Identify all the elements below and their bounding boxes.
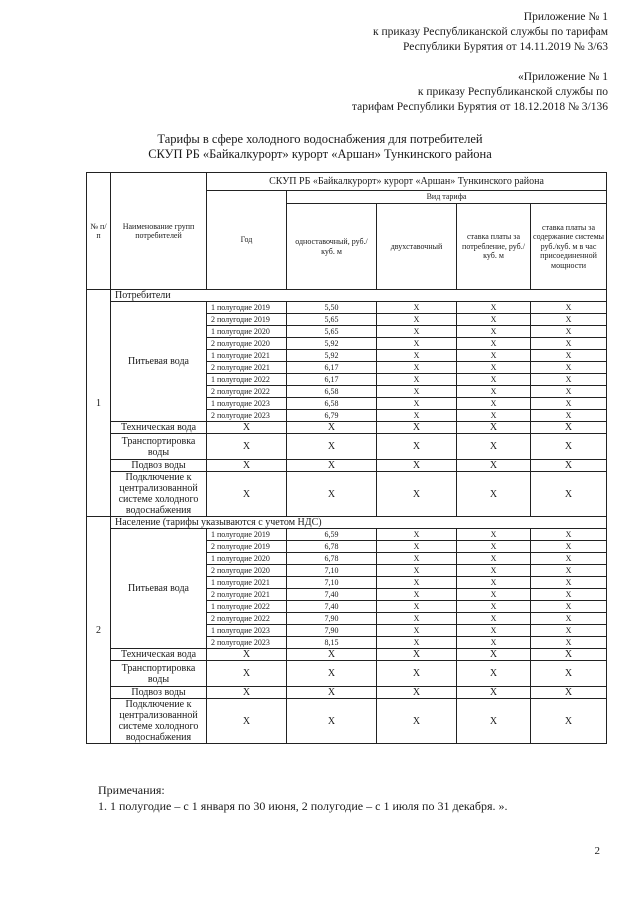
period-cell: 2 полугодие 2023	[207, 637, 287, 649]
not-applicable-cell: X	[287, 434, 377, 460]
not-applicable-cell: X	[377, 472, 457, 517]
not-applicable-cell: X	[457, 637, 531, 649]
not-applicable-cell: X	[531, 422, 607, 434]
not-applicable-cell: X	[457, 553, 531, 565]
not-applicable-cell: X	[531, 434, 607, 460]
title-line: СКУП РБ «Байкалкурорт» курорт «Аршан» Тункинского района	[148, 147, 492, 161]
section-label: Потребители	[111, 290, 607, 302]
single-rate-value: 5,65	[287, 314, 377, 326]
single-rate-value: 6,17	[287, 362, 377, 374]
not-applicable-cell: X	[457, 362, 531, 374]
tariff-table	[86, 172, 607, 744]
not-applicable-cell: X	[377, 302, 457, 314]
not-applicable-cell: X	[207, 649, 287, 661]
not-applicable-cell: X	[377, 460, 457, 472]
not-applicable-cell: X	[531, 374, 607, 386]
single-rate-value: 6,79	[287, 410, 377, 422]
not-applicable-cell: X	[531, 613, 607, 625]
not-applicable-cell: X	[287, 460, 377, 472]
group-label: Питьевая вода	[111, 302, 207, 422]
not-applicable-cell: X	[377, 637, 457, 649]
header-consumption-rate: ставка платы за потребление, руб./ куб. м	[457, 204, 531, 290]
not-applicable-cell: X	[457, 434, 531, 460]
single-rate-value: 6,58	[287, 386, 377, 398]
header-year: Год	[207, 191, 287, 290]
not-applicable-cell: X	[457, 398, 531, 410]
not-applicable-cell: X	[207, 422, 287, 434]
appendix-header-line: Республики Бурятия от 14.11.2019 № 3/63	[402, 41, 608, 53]
appendix-header-line: «Приложение № 1	[518, 71, 608, 83]
not-applicable-cell: X	[207, 687, 287, 699]
not-applicable-cell: X	[457, 529, 531, 541]
table-row	[87, 302, 607, 314]
period-cell: 1 полугодие 2021	[207, 577, 287, 589]
not-applicable-cell: X	[377, 613, 457, 625]
single-rate-value: 6,59	[287, 529, 377, 541]
notes	[98, 782, 508, 814]
not-applicable-cell: X	[531, 326, 607, 338]
not-applicable-cell: X	[457, 472, 531, 517]
table-row	[87, 699, 607, 744]
not-applicable-cell: X	[531, 699, 607, 744]
not-applicable-cell: X	[457, 410, 531, 422]
not-applicable-cell: X	[531, 362, 607, 374]
not-applicable-cell: X	[377, 434, 457, 460]
not-applicable-cell: X	[531, 338, 607, 350]
not-applicable-cell: X	[457, 649, 531, 661]
not-applicable-cell: X	[457, 350, 531, 362]
not-applicable-cell: X	[287, 422, 377, 434]
not-applicable-cell: X	[287, 661, 377, 687]
not-applicable-cell: X	[531, 410, 607, 422]
not-applicable-cell: X	[287, 649, 377, 661]
table-row	[87, 460, 607, 472]
group-label: Транспортировка воды	[111, 434, 207, 460]
not-applicable-cell: X	[531, 649, 607, 661]
not-applicable-cell: X	[377, 362, 457, 374]
document-title	[0, 132, 640, 162]
period-cell: 2 полугодие 2022	[207, 386, 287, 398]
period-cell: 2 полугодие 2019	[207, 314, 287, 326]
not-applicable-cell: X	[457, 625, 531, 637]
not-applicable-cell: X	[207, 661, 287, 687]
not-applicable-cell: X	[457, 699, 531, 744]
not-applicable-cell: X	[457, 422, 531, 434]
single-rate-value: 7,90	[287, 625, 377, 637]
period-cell: 1 полугодие 2019	[207, 529, 287, 541]
not-applicable-cell: X	[531, 565, 607, 577]
not-applicable-cell: X	[531, 386, 607, 398]
not-applicable-cell: X	[531, 589, 607, 601]
not-applicable-cell: X	[457, 326, 531, 338]
not-applicable-cell: X	[531, 553, 607, 565]
not-applicable-cell: X	[457, 661, 531, 687]
not-applicable-cell: X	[531, 637, 607, 649]
not-applicable-cell: X	[457, 460, 531, 472]
period-cell: 2 полугодие 2019	[207, 541, 287, 553]
group-label: Подвоз воды	[111, 460, 207, 472]
table-row	[87, 529, 607, 541]
not-applicable-cell: X	[377, 553, 457, 565]
appendix-header-current	[373, 10, 608, 55]
period-cell: 1 полугодие 2020	[207, 326, 287, 338]
period-cell: 1 полугодие 2021	[207, 350, 287, 362]
not-applicable-cell: X	[457, 565, 531, 577]
not-applicable-cell: X	[207, 699, 287, 744]
not-applicable-cell: X	[377, 398, 457, 410]
period-cell: 2 полугодие 2020	[207, 565, 287, 577]
period-cell: 2 полугодие 2022	[207, 613, 287, 625]
not-applicable-cell: X	[207, 472, 287, 517]
not-applicable-cell: X	[287, 699, 377, 744]
single-rate-value: 6,78	[287, 553, 377, 565]
header-single-rate: одноставочный, руб./ куб. м	[287, 204, 377, 290]
not-applicable-cell: X	[531, 302, 607, 314]
not-applicable-cell: X	[377, 601, 457, 613]
table-row	[87, 687, 607, 699]
not-applicable-cell: X	[377, 529, 457, 541]
appendix-header-previous	[352, 70, 608, 115]
period-cell: 1 полугодие 2023	[207, 625, 287, 637]
title-line: Тарифы в сфере холодного водоснабжения для потребителей	[157, 132, 483, 146]
period-cell: 2 полугодие 2023	[207, 410, 287, 422]
table-row	[87, 661, 607, 687]
not-applicable-cell: X	[287, 472, 377, 517]
not-applicable-cell: X	[531, 577, 607, 589]
single-rate-value: 7,40	[287, 589, 377, 601]
single-rate-value: 7,10	[287, 565, 377, 577]
not-applicable-cell: X	[377, 589, 457, 601]
group-label: Подключение к централизованной системе холодного водоснабжения	[111, 472, 207, 517]
single-rate-value: 5,65	[287, 326, 377, 338]
period-cell: 2 полугодие 2021	[207, 589, 287, 601]
header-organization: СКУП РБ «Байкалкурорт» курорт «Аршан» Тункинского района	[207, 173, 607, 191]
not-applicable-cell: X	[377, 386, 457, 398]
period-cell: 2 полугодие 2021	[207, 362, 287, 374]
table-row	[87, 649, 607, 661]
group-label: Техническая вода	[111, 649, 207, 661]
not-applicable-cell: X	[377, 374, 457, 386]
not-applicable-cell: X	[457, 613, 531, 625]
not-applicable-cell: X	[377, 314, 457, 326]
header-capacity-rate: ставка платы за содержание системы руб./куб. м в час присоединенной мощности	[531, 204, 607, 290]
not-applicable-cell: X	[377, 565, 457, 577]
table-row	[87, 422, 607, 434]
not-applicable-cell: X	[377, 649, 457, 661]
single-rate-value: 5,92	[287, 350, 377, 362]
appendix-header-line: к приказу Республиканской службы по	[417, 86, 608, 98]
not-applicable-cell: X	[457, 386, 531, 398]
single-rate-value: 5,92	[287, 338, 377, 350]
single-rate-value: 6,17	[287, 374, 377, 386]
appendix-header-line: к приказу Республиканской службы по тарифам	[373, 26, 608, 38]
section-row	[87, 517, 607, 529]
not-applicable-cell: X	[457, 601, 531, 613]
single-rate-value: 6,58	[287, 398, 377, 410]
not-applicable-cell: X	[531, 661, 607, 687]
page-number: 2	[594, 845, 600, 857]
not-applicable-cell: X	[457, 589, 531, 601]
section-label: Население (тарифы указываются с учетом НДС)	[111, 517, 607, 529]
not-applicable-cell: X	[457, 302, 531, 314]
not-applicable-cell: X	[377, 338, 457, 350]
group-label: Техническая вода	[111, 422, 207, 434]
not-applicable-cell: X	[457, 374, 531, 386]
period-cell: 1 полугодие 2020	[207, 553, 287, 565]
table-row	[87, 434, 607, 460]
not-applicable-cell: X	[531, 460, 607, 472]
not-applicable-cell: X	[207, 460, 287, 472]
not-applicable-cell: X	[457, 338, 531, 350]
group-label: Питьевая вода	[111, 529, 207, 649]
not-applicable-cell: X	[457, 314, 531, 326]
header-double-rate: двухставочный	[377, 204, 457, 290]
not-applicable-cell: X	[377, 326, 457, 338]
single-rate-value: 7,10	[287, 577, 377, 589]
not-applicable-cell: X	[377, 410, 457, 422]
period-cell: 1 полугодие 2022	[207, 601, 287, 613]
notes-text: 1. 1 полугодие – с 1 января по 30 июня, 2 полугодие – с 1 июля по 31 декабря. ».	[98, 799, 508, 813]
notes-title: Примечания:	[98, 783, 165, 797]
section-number: 1	[87, 290, 111, 517]
appendix-header-line: Приложение № 1	[523, 11, 608, 23]
not-applicable-cell: X	[531, 687, 607, 699]
not-applicable-cell: X	[207, 434, 287, 460]
not-applicable-cell: X	[377, 687, 457, 699]
not-applicable-cell: X	[531, 472, 607, 517]
group-label: Транспортировка воды	[111, 661, 207, 687]
not-applicable-cell: X	[377, 350, 457, 362]
not-applicable-cell: X	[531, 350, 607, 362]
not-applicable-cell: X	[457, 687, 531, 699]
not-applicable-cell: X	[377, 625, 457, 637]
not-applicable-cell: X	[531, 625, 607, 637]
group-label: Подвоз воды	[111, 687, 207, 699]
group-label: Подключение к централизованной системе холодного водоснабжения	[111, 699, 207, 744]
header-number: № п/п	[87, 173, 111, 290]
section-number: 2	[87, 517, 111, 744]
period-cell: 1 полугодие 2022	[207, 374, 287, 386]
single-rate-value: 7,40	[287, 601, 377, 613]
not-applicable-cell: X	[457, 541, 531, 553]
not-applicable-cell: X	[457, 577, 531, 589]
not-applicable-cell: X	[377, 422, 457, 434]
header-consumer-group: Наименование групп потребителей	[111, 173, 207, 290]
single-rate-value: 7,90	[287, 613, 377, 625]
single-rate-value: 5,50	[287, 302, 377, 314]
period-cell: 1 полугодие 2023	[207, 398, 287, 410]
appendix-header-line: тарифам Республики Бурятия от 18.12.2018 № 3/136	[351, 101, 608, 113]
not-applicable-cell: X	[377, 577, 457, 589]
not-applicable-cell: X	[377, 699, 457, 744]
not-applicable-cell: X	[531, 529, 607, 541]
not-applicable-cell: X	[531, 601, 607, 613]
single-rate-value: 8,15	[287, 637, 377, 649]
table-row	[87, 472, 607, 517]
section-row	[87, 290, 607, 302]
header-tariff-type: Вид тарифа	[287, 191, 607, 204]
not-applicable-cell: X	[531, 398, 607, 410]
single-rate-value: 6,78	[287, 541, 377, 553]
period-cell: 2 полугодие 2020	[207, 338, 287, 350]
not-applicable-cell: X	[531, 541, 607, 553]
not-applicable-cell: X	[377, 661, 457, 687]
period-cell: 1 полугодие 2019	[207, 302, 287, 314]
not-applicable-cell: X	[287, 687, 377, 699]
not-applicable-cell: X	[531, 314, 607, 326]
not-applicable-cell: X	[377, 541, 457, 553]
